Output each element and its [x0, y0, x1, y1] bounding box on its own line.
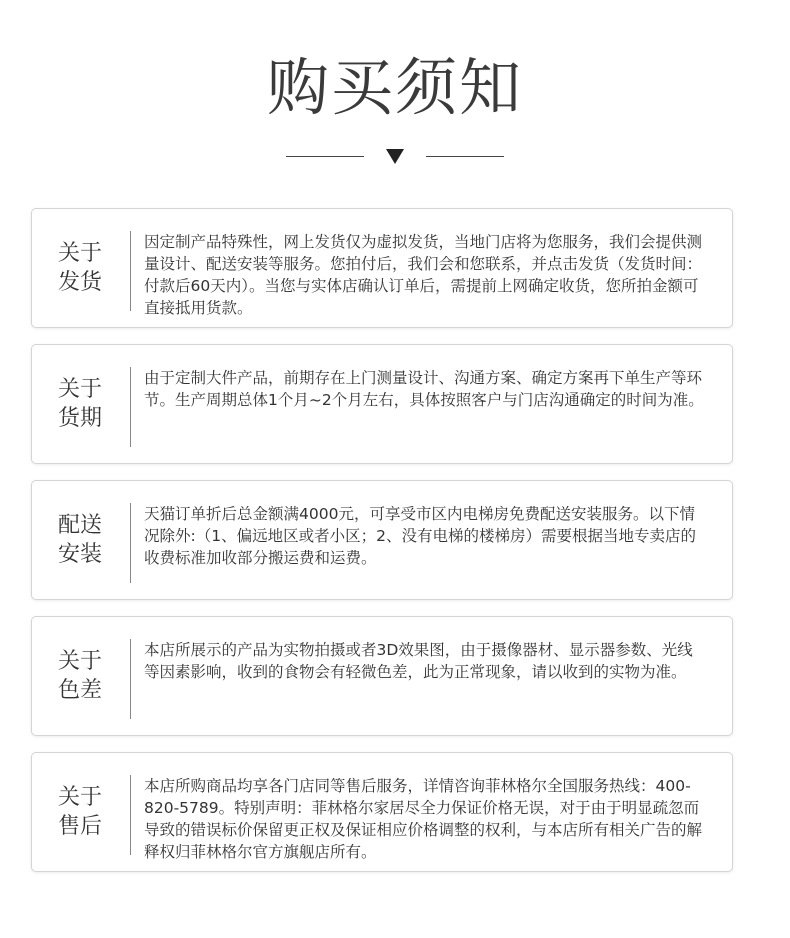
notice-card-installation [31, 480, 733, 600]
card-divider [130, 775, 131, 855]
card-divider [130, 639, 131, 719]
card-label-line: 配送 [57, 513, 102, 538]
card-divider [130, 503, 131, 583]
card-divider [130, 231, 131, 311]
divider-line-right [426, 156, 504, 157]
title-divider [0, 146, 790, 166]
card-text: 天猫订单折后总金额满4000元，可享受市区内电梯房免费配送安装服务。以下情况除外:（1、偏远地区或者小区；2、没有电梯的楼梯房）需要根据当地专卖店的收费标准加收部分搬运费和运费。 [144, 505, 696, 567]
card-label [50, 647, 110, 705]
card-label [50, 239, 110, 297]
card-text: 因定制产品特殊性，网上发货仅为虚拟发货，当地门店将为您服务，我们会提供测量设计、配送安装等服务。您拍付后，我们会和您联系，并点击发货（发货时间：付款后60天内）。当您与实体店确认订单后，需提前上网确定收货，您所拍金额可直接抵用货款。 [144, 233, 703, 317]
card-divider [130, 367, 131, 447]
card-label-line: 关于 [57, 241, 102, 266]
card-text: 由于定制大件产品，前期存在上门测量设计、沟通方案、确定方案再下单生产等环节。生产周期总体1个月~2个月左右，具体按照客户与门店沟通确定的时间为准。 [144, 369, 704, 409]
card-label-line: 售后 [57, 814, 102, 839]
triangle-down-icon [386, 149, 404, 164]
card-label-line: 关于 [57, 785, 102, 810]
notice-card-shipping [31, 208, 733, 328]
card-text: 本店所购商品均享各门店同等售后服务，详情咨询菲林格尔全国服务热线：400-820-5789。特别声明：菲林格尔家居尽全力保证价格无误，对于由于明显疏忽而导致的错误标价保留更正权及保证相应价格调整的权利，与本店所有相关广告的解释权归菲林格尔官方旗舰店所有。 [144, 777, 703, 861]
divider-line-left [286, 156, 364, 157]
card-label-line: 发货 [57, 270, 102, 295]
notice-card-delivery-time [31, 344, 733, 464]
card-label [50, 375, 110, 433]
notice-card-color-difference [31, 616, 733, 736]
notice-card-after-sales [31, 752, 733, 872]
card-label-line: 关于 [57, 377, 102, 402]
notice-list [31, 208, 733, 888]
page-title: 购买须知 [266, 51, 523, 124]
card-label-line: 关于 [57, 649, 102, 674]
card-text: 本店所展示的产品为实物拍摄或者3D效果图，由于摄像器材、显示器参数、光线等因素影响，收到的食物会有轻微色差，此为正常现象，请以收到的实物为准。 [144, 641, 693, 681]
card-label [50, 783, 110, 841]
card-label-line: 色差 [57, 678, 102, 703]
card-label-line: 安装 [57, 542, 102, 567]
card-label [50, 511, 110, 569]
card-label-line: 货期 [57, 406, 102, 431]
